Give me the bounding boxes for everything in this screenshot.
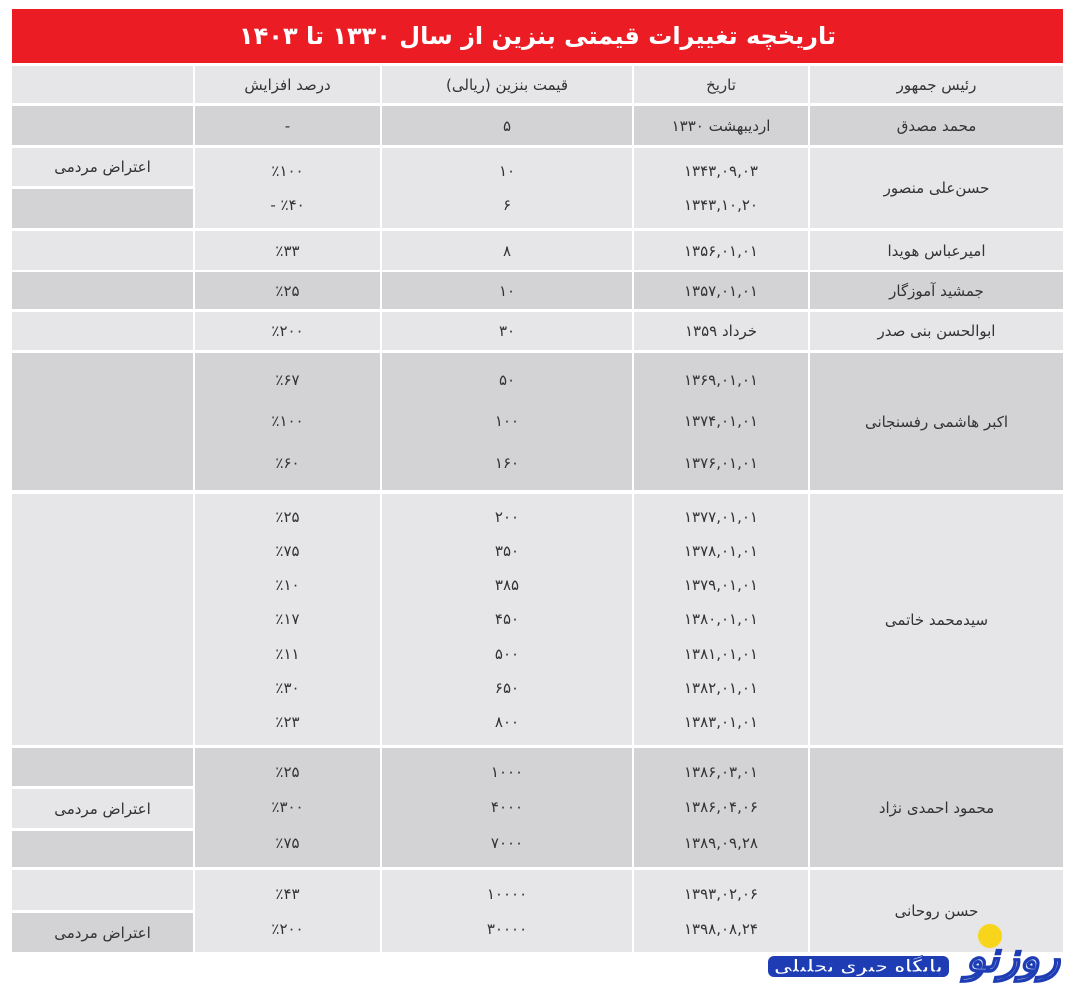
percent-value: ٪۱۰ [275,576,300,595]
president-cell [810,272,1063,309]
price-cell [382,106,632,145]
protest-label: اعتراض مردمی [54,923,151,942]
date-cell [634,231,808,270]
percent-cell [195,231,380,270]
percent-value: ٪۶۰ [275,454,300,473]
price-value: ۱۰ [498,281,516,300]
column-header: درصد افزایش [244,75,331,94]
date-value: ۱۳۶۹,۰۱,۰۱ [684,370,758,389]
price-value: ۴۵۰ [494,610,520,629]
percent-value: - [284,116,291,135]
date-value: ۱۳۹۳,۰۲,۰۶ [684,884,758,903]
price-value: ۶۵۰ [494,678,520,697]
president-cell [810,494,1063,745]
date-value: ۱۳۸۱,۰۱,۰۱ [684,644,758,663]
percent-value: ٪۴۰ - [270,196,305,214]
header-protest [12,66,193,103]
date-value: ۱۳۷۶,۰۱,۰۱ [684,454,758,473]
protest-cell [12,748,193,786]
date-cell [634,312,808,350]
president-cell [810,231,1063,270]
price-value: ۸ [502,241,512,260]
percent-value: ٪۲۵ [275,762,300,781]
date-cell [634,272,808,309]
president-name: امیرعباس هویدا [887,241,986,260]
president-name: ابوالحسن بنی صدر [877,322,996,340]
column-header: تاریخ [706,75,736,94]
president-name: محمود احمدی نژاد [878,798,995,817]
protest-cell [12,189,193,228]
president-name: حسن روحانی [894,902,979,920]
title-bar [12,9,1063,63]
price-value: ۱۶۰ [494,454,520,473]
percent-value: ٪۲۳ [275,712,300,731]
price-value: ۵۰۰ [494,644,520,663]
date-value: ۱۳۸۲,۰۱,۰۱ [684,678,758,697]
price-value: ۱۰۰ [494,412,520,431]
protest-cell [12,272,193,309]
protest-label: اعتراض مردمی [54,158,151,176]
header-price [382,66,632,103]
protest-cell [12,494,193,745]
date-value: ۱۳۴۳,۰۹,۰۳ [684,162,758,180]
date-cell [634,148,808,228]
protest-cell [12,870,193,910]
price-value: ۷۰۰۰ [490,834,524,853]
percent-cell [195,353,380,490]
president-name: جمشید آموزگار [889,281,984,300]
percent-value: ٪۷۵ [275,834,300,853]
president-cell [810,312,1063,350]
date-value: ۱۳۷۷,۰۱,۰۱ [684,508,758,527]
price-value: ۲۰۰ [494,508,520,527]
percent-value: ٪۱۷ [275,610,300,629]
percent-value: ٪۱۰۰ [271,162,304,180]
price-value: ۱۰۰۰ [490,762,524,781]
protest-cell [12,148,193,186]
protest-cell [12,913,193,952]
price-value: ۳۵۰ [494,542,520,561]
president-name: حسن‌علی منصور [883,179,990,197]
percent-value: ٪۲۰۰ [271,322,304,340]
date-cell [634,494,808,745]
price-cell [382,231,632,270]
protest-cell [12,106,193,145]
price-cell [382,312,632,350]
percent-value: ٪۴۳ [275,884,300,903]
president-name: اکبر هاشمی رفسنجانی [864,412,1009,431]
percent-value: ٪۶۷ [275,370,300,389]
date-value: ۱۳۸۰,۰۱,۰۱ [684,610,758,629]
price-value: ۳۸۵ [494,576,520,595]
price-cell [382,494,632,745]
protest-cell [12,789,193,828]
price-value: ۵ [502,116,512,135]
column-header: رئیس جمهور [896,75,977,94]
date-value: اردیبهشت ۱۳۳۰ [671,116,771,135]
site-logo [768,922,1068,990]
percent-value: ٪۳۰ [275,678,300,697]
date-cell [634,353,808,490]
percent-value: ٪۲۵ [275,508,300,527]
date-value: ۱۳۷۹,۰۱,۰۱ [684,576,758,595]
protest-label: اعتراض مردمی [54,799,151,818]
percent-cell [195,312,380,350]
percent-cell [195,272,380,309]
protest-cell [12,831,193,867]
president-cell [810,106,1063,145]
logo-subtitle: پایگاه خبری تحلیلی [768,956,949,977]
percent-value: ٪۳۰۰ [271,798,304,817]
price-value: ۸۰۰ [494,712,520,731]
date-value: ۱۳۸۶,۰۳,۰۱ [684,762,758,781]
date-cell [634,106,808,145]
date-value: خرداد ۱۳۵۹ [684,322,758,340]
percent-cell [195,106,380,145]
column-header: قیمت بنزین (ریالی) [446,75,568,94]
percent-value: ٪۳۳ [275,241,300,260]
header-percent [195,66,380,103]
percent-value: ٪۷۵ [275,542,300,561]
page-title: تاریخچه تغییرات قیمتی بنزین از سال ۱۳۳۰ تا ۱۴۰۳ [239,22,836,50]
price-cell [382,148,632,228]
date-value: ۱۳۵۷,۰۱,۰۱ [684,281,758,300]
president-name: محمد مصدق [896,116,977,135]
protest-cell [12,312,193,350]
percent-cell [195,148,380,228]
percent-cell [195,870,380,952]
price-cell [382,353,632,490]
protest-cell [12,353,193,490]
price-value: ۱۰۰۰۰ [486,884,528,903]
price-cell [382,870,632,952]
header-date [634,66,808,103]
logo-mark: روزنو [965,932,1060,981]
price-value: ۳۰۰۰۰ [486,919,528,938]
price-value: ۴۰۰۰ [490,798,524,817]
date-value: ۱۳۹۸,۰۸,۲۴ [684,919,758,938]
date-cell [634,748,808,867]
date-value: ۱۳۸۳,۰۱,۰۱ [684,712,758,731]
price-value: ۳۰ [498,322,516,340]
price-cell [382,272,632,309]
percent-value: ٪۱۱ [275,644,300,663]
percent-value: ٪۱۰۰ [271,412,304,431]
president-cell [810,748,1063,867]
price-cell [382,748,632,867]
price-value: ۶ [502,196,512,214]
price-value: ۱۰ [498,162,516,180]
price-value: ۵۰ [498,370,516,389]
president-cell [810,148,1063,228]
header-president [810,66,1063,103]
protest-cell [12,231,193,270]
percent-cell [195,748,380,867]
percent-value: ٪۲۵ [275,281,300,300]
date-value: ۱۳۵۶,۰۱,۰۱ [684,241,758,260]
date-value: ۱۳۷۸,۰۱,۰۱ [684,542,758,561]
percent-value: ٪۲۰۰ [271,919,304,938]
president-name: سیدمحمد خاتمی [884,610,989,629]
date-value: ۱۳۸۶,۰۴,۰۶ [684,798,758,817]
percent-cell [195,494,380,745]
date-value: ۱۳۸۹,۰۹,۲۸ [684,834,758,853]
date-value: ۱۳۴۳,۱۰,۲۰ [684,196,758,214]
president-cell [810,353,1063,490]
date-value: ۱۳۷۴,۰۱,۰۱ [684,412,758,431]
